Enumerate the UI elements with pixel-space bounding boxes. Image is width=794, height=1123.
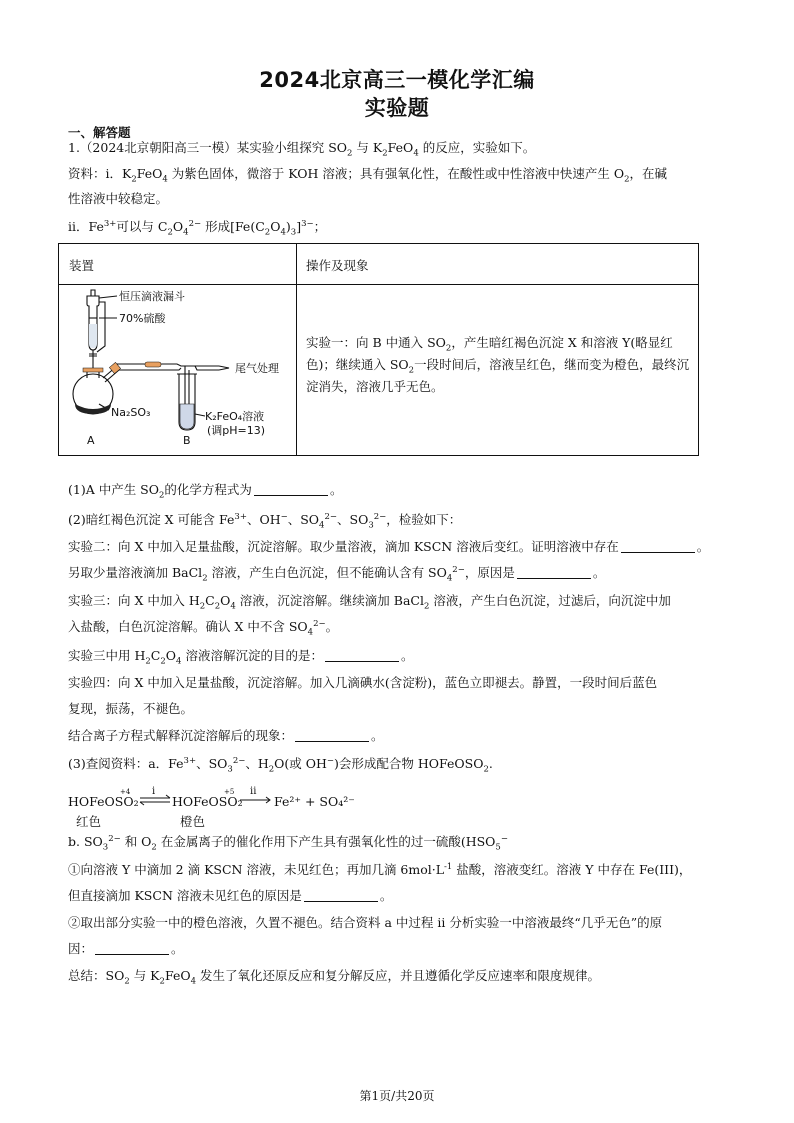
reference-b: b. $SO_3^{2-}$ 和 $O_2$ 在金属离子的催化作用下产生具有强氧化性的过一硫酸($HSO_5^-$ <box>68 833 508 853</box>
label-sodium-sulfite: Na₂SO₃ <box>111 406 151 419</box>
scheme-mid-species: HOFeOSO₂ <box>172 794 243 809</box>
answer-blank[interactable] <box>254 483 328 496</box>
experiment-4-line-1: 实验四：向 X 中加入足量盐酸，沉淀溶解。加入几滴碘水(含淀粉)，蓝色立即褪去。静置，一段时间后蓝色 <box>68 675 658 690</box>
label-b: B <box>183 434 191 447</box>
answer-blank[interactable] <box>304 889 378 902</box>
question-1-intro: 1.（2024北京朝阳高三一模）某实验小组探究 $SO_2$ 与 $K_2FeO_4$ 的反应，实验如下。 <box>68 140 536 159</box>
scheme-step-ii: ii <box>250 786 257 797</box>
answer-blank[interactable] <box>95 942 169 955</box>
experiment-4-line-2: 复现，振荡，不褪色。 <box>68 701 194 716</box>
document-title: 2024北京高三一模化学汇编 <box>259 68 535 92</box>
table-header-operation: 操作及现象 <box>306 258 369 273</box>
part-3-2-line-2: 因： 。 <box>68 941 184 956</box>
experiment-2-line-1: 实验二：向 X 中加入足量盐酸，沉淀溶解。取少量溶液，滴加 KSCN 溶液后变红。证明溶液中存在 。 <box>68 539 710 554</box>
label-ph: (调pH=13) <box>207 424 266 437</box>
answer-blank[interactable] <box>325 649 399 662</box>
scheme-mid-oxidation-state: +5 <box>224 788 235 796</box>
part-3: (3)查阅资料：a．$Fe^{3+}$、$SO_3^{2-}$、$H_2O$(或 OH−)会形成配合物 HOFeOSO$_2$. <box>68 755 493 775</box>
experiment-3-line-2: 入盐酸，白色沉淀溶解。确认 X 中不含 $SO_4^{2-}$。 <box>68 618 339 638</box>
part-2: (2)暗红褐色沉淀 X 可能含 $Fe^{3+}$、OH−、$SO_4^{2-}$、$SO_3^{2-}$，检验如下： <box>68 511 462 531</box>
experiment-1-description: 实验一：向 B 中通入 $SO_2$，产生暗红褐色沉淀 X 和溶液 Y(略显红色)；继续通入 $SO_2$一段时间后，溶液呈红色，继而变为橙色，最终沉淀消失，溶液几乎无色。 <box>306 335 690 394</box>
answer-blank[interactable] <box>295 729 369 742</box>
scheme-step-i: i <box>152 786 156 797</box>
reference-ii: ii．$Fe^{3+}$可以与 $C_2O_4^{2-}$ 形成$[Fe(C_2O_4)_3]^{3-}$； <box>68 218 327 238</box>
label-funnel: 恒压滴液漏斗 <box>119 290 185 303</box>
experiment-3-line-1: 实验三：向 X 中加入 $H_2C_2O_4$ 溶液，沉淀溶解。继续滴加 BaCl$_2$ 溶液，产生白色沉淀，过滤后，向沉淀中加 <box>68 593 671 612</box>
part-3-1-line-1: ①向溶液 Y 中滴加 2 滴 KSCN 溶液，未见红色；再加几滴 $6mol\cdot L^{-1}$ 盐酸，溶液变红。溶液 Y 中存在 Fe(III)， <box>68 861 692 877</box>
part-3-2-line-1: ②取出部分实验一中的橙色溶液，久置不褪色。结合资料 a 中过程 ii 分析实验一中溶液最终“几乎无色”的原 <box>68 915 663 930</box>
table-divider <box>296 244 297 455</box>
document-subtitle: 实验题 <box>364 96 430 120</box>
scheme-products: Fe²⁺ + SO₄²⁻ <box>274 794 355 809</box>
answer-blank[interactable] <box>517 566 591 579</box>
part-3-1-line-2: 但直接滴加 KSCN 溶液未见红色的原因是 。 <box>68 888 393 903</box>
scheme-left-color: 红色 <box>76 814 102 829</box>
experiment-4-question: 结合离子方程式解释沉淀溶解后的现象： 。 <box>68 728 384 743</box>
summary: 总结：$SO_2$ 与 $K_2FeO_4$ 发生了氧化还原反应和复分解反应，并且遵循化学反应速率和限度规律。 <box>68 968 600 987</box>
reaction-scheme <box>68 786 368 836</box>
table-header-apparatus: 装置 <box>69 258 95 273</box>
answer-blank[interactable] <box>621 540 695 553</box>
apparatus-diagram <box>59 284 295 456</box>
scheme-mid-color: 橙色 <box>180 814 206 829</box>
experiment-2-line-2: 另取少量溶液滴加 BaCl$_2$ 溶液，产生白色沉淀，但不能确认含有 $SO_4^{2-}$，原因是 。 <box>68 564 606 584</box>
scheme-left-species: HOFeOSO₂ <box>68 794 139 809</box>
experiment-3-question: 实验三中用 $H_2C_2O_4$ 溶液溶解沉淀的目的是： 。 <box>68 648 414 667</box>
table-header-row <box>59 244 698 285</box>
part-1: (1)A 中产生 $SO_2$的化学方程式为 。 <box>68 482 343 501</box>
experiment-table <box>58 243 699 456</box>
section-header: 一、解答题 <box>68 125 131 140</box>
label-tail-gas: 尾气处理 <box>235 362 279 375</box>
reference-i: 资料：i．$K_2FeO_4$ 为紫色固体，微溶于 KOH 溶液；具有强氧化性，在酸性或中性溶液中快速产生 $O_2$，在碱 <box>68 166 668 185</box>
scheme-left-oxidation-state: +4 <box>120 788 131 796</box>
label-potassium-ferrate: K₂FeO₄溶液 <box>205 410 265 423</box>
label-sulfuric-acid: 70%硫酸 <box>119 312 166 325</box>
page-footer: 第1页/共20页 <box>359 1089 435 1103</box>
label-a: A <box>87 434 95 447</box>
reference-i-continued: 性溶液中较稳定。 <box>68 191 169 206</box>
